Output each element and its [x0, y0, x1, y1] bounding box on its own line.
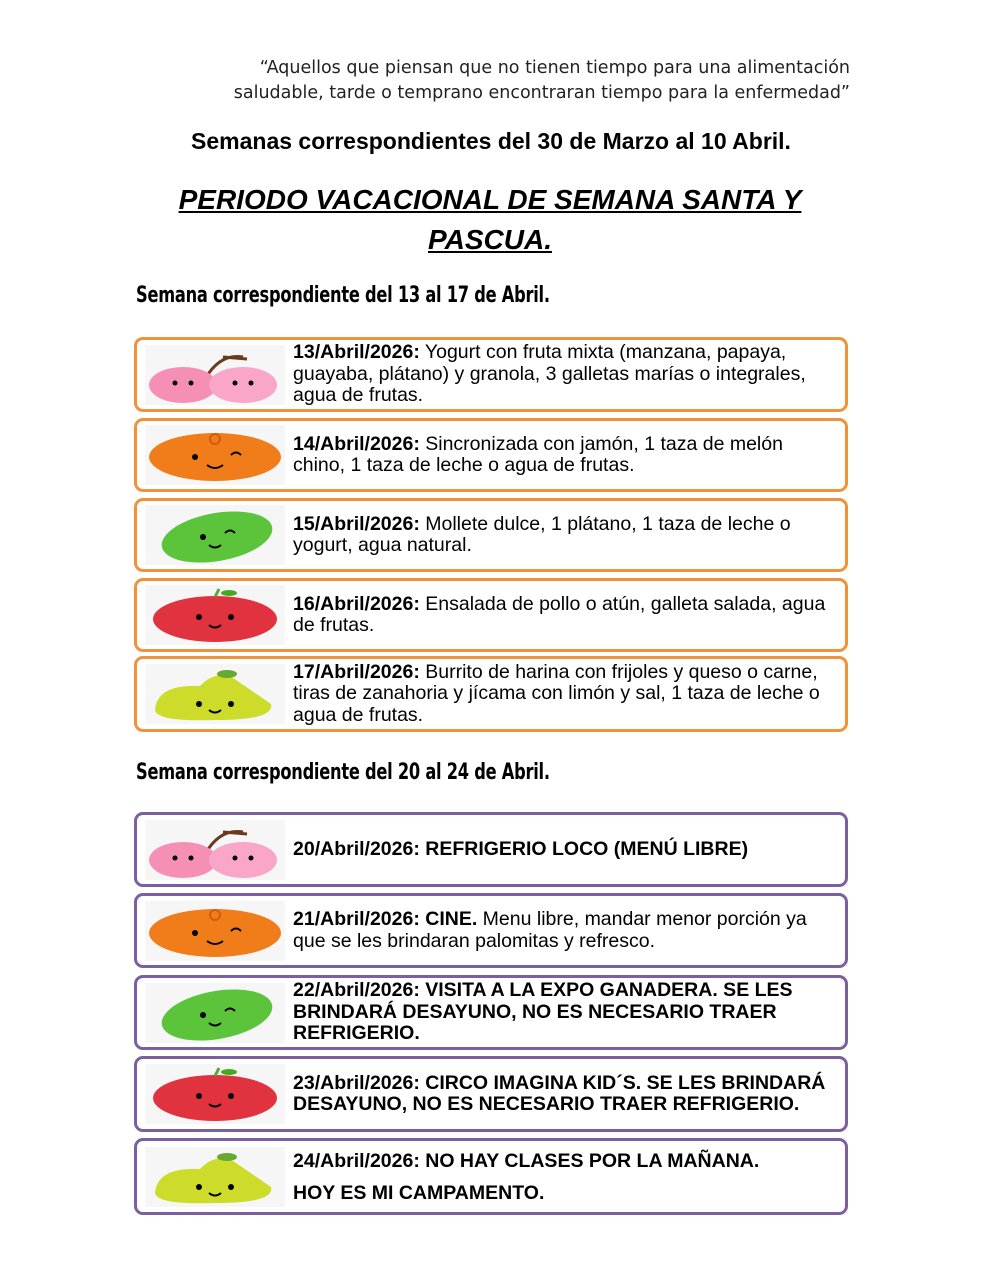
menu-text [293, 594, 845, 637]
menu-text [293, 1145, 769, 1209]
lime-icon [145, 505, 285, 565]
menu-date: 22/Abril/2026: [293, 979, 420, 1002]
menu-card [134, 1138, 848, 1215]
menu-description: Ensalada de pollo o atún, galleta salada, agua de frutas. [293, 592, 826, 636]
menu-description: Mollete dulce, 1 plátano, 1 taza de leche o yogurt, agua natural. [293, 512, 791, 556]
menu-text [293, 434, 845, 477]
quote-line-1: “Aquellos que piensan que no tienen tiempo para una alimentación [259, 58, 850, 78]
quote-line-2: saludable, tarde o temprano encontraran tiempo para la enfermedad” [233, 83, 850, 103]
menu-highlight: CINE. [419, 908, 478, 930]
menu-description: REFRIGERIO LOCO (MENÚ LIBRE) [419, 837, 749, 860]
menu-text [293, 909, 845, 952]
menu-text [293, 662, 845, 727]
menu-date: 23/Abril/2026: [293, 1071, 420, 1094]
menu-card [134, 418, 848, 492]
menu-card [134, 893, 848, 968]
menu-date: 21/Abril/2026: [293, 908, 420, 930]
orange-icon [145, 901, 285, 961]
weeks-title: Semanas correspondientes del 30 de Marzo al 10 Abril. [191, 128, 791, 154]
cherries-icon [145, 345, 285, 405]
menu-card [134, 656, 848, 732]
menu-description: Yogurt con fruta mixta (manzana, papaya, guayaba, plátano) y granola, 3 galletas marías o integrales, agua de frutas. [293, 341, 806, 407]
menu-card [134, 975, 848, 1050]
cherries-icon [145, 820, 285, 880]
menu-description: NO HAY CLASES POR LA MAÑANA. [419, 1149, 760, 1172]
week2-heading: Semana correspondiente del 20 al 24 de Abril. [136, 760, 550, 785]
week1-heading: Semana correspondiente del 13 al 17 de Abril. [136, 283, 550, 308]
menu-description: Sincronizada con jamón, 1 taza de melón chino, 1 taza de leche o agua de frutas. [293, 432, 783, 476]
lime-icon [145, 983, 285, 1043]
pear-icon [145, 1147, 285, 1207]
menu-date: 24/Abril/2026: [293, 1149, 420, 1172]
quote [150, 56, 850, 106]
menu-card [134, 812, 848, 887]
menu-description: CIRCO IMAGINA KID´S. SE LES BRINDARÁ DESAYUNO, NO ES NECESARIO TRAER REFRIGERIO. [293, 1071, 826, 1115]
menu-card [134, 1056, 848, 1132]
menu-card [134, 578, 848, 652]
menu-date: 20/Abril/2026: [293, 837, 420, 860]
vacation-title-line-2: PASCUA. [428, 224, 552, 255]
menu-description-line-2: HOY ES MI CAMPAMENTO. [293, 1181, 545, 1204]
vacation-title [140, 180, 840, 260]
apple-icon [145, 1064, 285, 1124]
menu-text [293, 514, 845, 557]
menu-date: 14/Abril/2026: [293, 432, 420, 455]
menu-text [293, 839, 758, 861]
orange-icon [145, 425, 285, 485]
apple-icon [145, 585, 285, 645]
pear-icon [145, 664, 285, 724]
menu-date: 13/Abril/2026: [293, 341, 420, 364]
menu-card [134, 498, 848, 572]
menu-description: VISITA A LA EXPO GANADERA. SE LES BRINDARÁ DESAYUNO, NO ES NECESARIO TRAER REFRIGERIO. [293, 979, 793, 1045]
menu-description: Menu libre, mandar menor porción ya que se les brindaran palomitas y refresco. [293, 908, 807, 952]
menu-date: 16/Abril/2026: [293, 592, 420, 615]
menu-card [134, 337, 848, 412]
menu-date: 17/Abril/2026: [293, 660, 420, 683]
vacation-title-line-1: PERIODO VACACIONAL DE SEMANA SANTA Y [178, 184, 802, 215]
menu-description: Burrito de harina con frijoles y queso o carne, tiras de zanahoria y jícama con limón y sal, 1 taza de leche o agua de frutas. [293, 660, 820, 726]
menu-text [293, 980, 845, 1045]
menu-text [293, 342, 845, 407]
menu-text [293, 1073, 845, 1116]
menu-date: 15/Abril/2026: [293, 512, 420, 535]
